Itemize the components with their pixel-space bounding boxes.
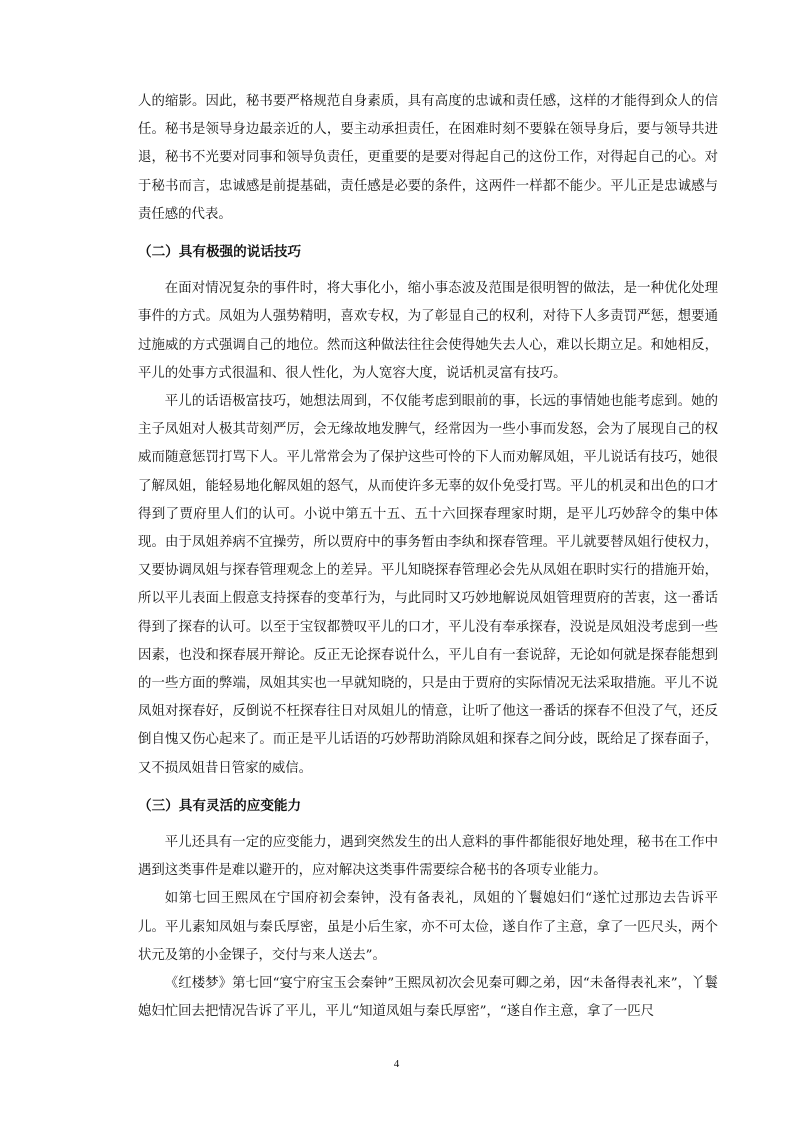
- paragraph: 如第七回王熙凤在宁国府初会秦钟，没有备表礼，凤姐的丫鬟媳妇们“遂忙过那边去告诉平儿。平儿素知凤姐与秦氏厚密，虽是小后生家，亦不可太俭，遂自作了主意，拿了一匹尺头，两个状元及第的小金锞子，交付与来人送去”。: [138, 891, 718, 963]
- paragraph: 平儿还具有一定的应变能力，遇到突然发生的出人意料的事件都能很好地处理，秘书在工作中遇到这类事件是难以避开的，应对解决这类事件需要综合秘书的各项专业能力。: [138, 835, 718, 879]
- paragraph: 在面对情况复杂的事件时，将大事化小，缩小事态波及范围是很明智的做法，是一种优化处理事件的方式。凤姐为人强势精明，喜欢专权，为了彰显自己的权利，对待下人多责罚严惩，想要通过施威的方式强调自己的地位。然而这种做法往往会使得她失去人心，难以长期立足。和她相反，平儿的处事方式很温和、很人性化，为人宽容大度，说话机灵富有技巧。: [138, 281, 718, 381]
- section-heading-2: （二）具有极强的说话技巧: [138, 244, 302, 261]
- page-number: 4: [393, 1058, 400, 1070]
- paragraph: 《红楼梦》第七回“宴宁府宝玉会秦钟”王熙凤初次会见秦可卿之弟，因“未备得表礼来”，丫鬟媳妇忙回去把情况告诉了平儿，平儿“知道凤姐与秦氏厚密”，“遂自作主意，拿了一匹尺: [138, 976, 718, 1020]
- paragraph-continued: 人的缩影。因此，秘书要严格规范自身素质，具有高度的忠诚和责任感，这样的才能得到众人的信任。秘书是领导身边最亲近的人，要主动承担责任，在困难时刻不要躲在领导身后，要与领导共进退，秘书不光要对同事和领导负责任，更重要的是要对得起自己的这份工作，对得起自己的心。对于秘书而言，忠诚感是前提基础，责任感是必要的条件，这两件一样都不能少。平儿正是忠诚感与责任感的代表。: [138, 94, 718, 222]
- document-page: [138, 88, 718, 1027]
- section-heading-3: （三）具有灵活的应变能力: [138, 797, 302, 814]
- paragraph: 平儿的话语极富技巧，她想法周到，不仅能考虑到眼前的事，长远的事情她也能考虑到。她的主子凤姐对人极其苛刻严厉，会无缘故地发脾气，经常因为一些小事而发怒，会为了展现自己的权威而随意惩罚打骂下人。平儿常常会为了保护这些可怜的下人而劝解凤姐，平儿说话有技巧，她很了解凤姐，能轻易地化解凤姐的怒气，从而使许多无辜的奴仆免受打骂。平儿的机灵和出色的口才得到了贾府里人们的认可。小说中第五十五、五十六回探春理家时期，是平儿巧妙辞令的集中体现。由于凤姐养病不宜操劳，所以贾府中的事务暂由李纨和探春管理。平儿就要替凤姐行使权力，又要协调凤姐与探春管理观念上的差异。平儿知晓探春管理必会先从凤姐在职时实行的措施开始，所以平儿表面上假意支持探春的变革行为，与此同时又巧妙地解说凤姐管理贾府的苦衷，这一番话得到了探春的认可。以至于宝钗都赞叹平儿的口才，平儿没有奉承探春，没说是凤姐没考虑到一些因素，也没和探春展开辩论。反正无论探春说什么，平儿自有一套说辞，无论如何就是探春能想到的一些方面的弊端，凤姐其实也一早就知晓的，只是由于贾府的实际情况无法采取措施。平儿不说凤姐对探春好，反倒说不枉探春往日对凤姐儿的情意，让听了他这一番话的探春不但没了气，还反倒自愧又伤心起来了。而正是平儿话语的巧妙帮助消除凤姐和探春之间分歧，既给足了探春面子，又不损凤姐昔日管家的威信。: [138, 394, 718, 776]
